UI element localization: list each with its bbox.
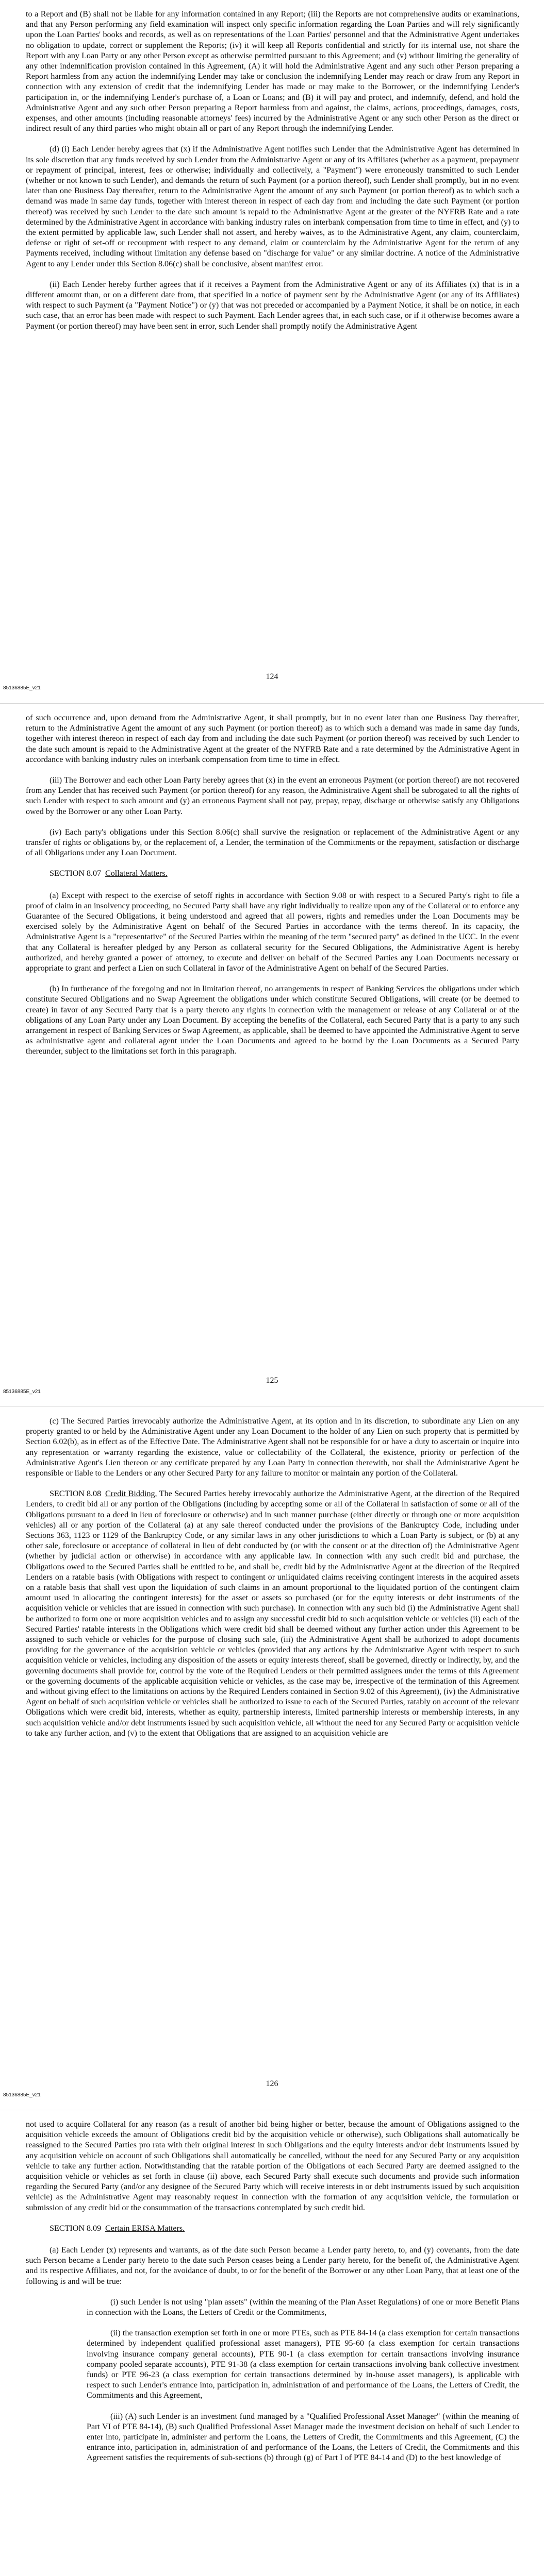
section-number: SECTION 8.07 <box>50 869 102 878</box>
document-page <box>0 703 544 1406</box>
list-item: (ii) the transaction exemption set forth in one or more PTEs, such as PTE 84-14 (a class exemption for certain transactions determined by independent qualified professional asset managers), PTE 95-60 (a class exemption for certain transactions involving insurance company general accounts), PTE 90-1 (a class exemption for certain transactions involving insurance company pooled separate accounts), PTE 91-38 (a class exemption for certain transactions involving bank collective investment funds) or PTE 96-23 (a class exemption for certain transactions determined by in-house asset managers), is applicable with respect to such Lender's entrance into, participation in, administration of and performance of the Loans, the Letters of Credit, the Commitments and this Agreement, <box>87 2329 519 2400</box>
section-text: The Secured Parties hereby irrevocably authorize the Administrative Agent, at the direction of the Required Lenders, to credit bid all or any portion of the Obligations (including by accepting some or all of the Collateral in satisfaction of some or all of the Obligations pursuant to a deed in lieu of foreclosure or otherwise) and in such manner purchase (either directly or through one or more acquisition vehicles) all or any portion of the Collateral (a) at any sale thereof conducted under the provisions of the Bankruptcy Code, including under Sections 363, 1123 or 1129 of the Bankruptcy Code, or any similar laws in any other jurisdictions to which a Loan Party is subject, or (b) at any other sale, foreclosure or acceptance of collateral in lieu of debt conducted by (or with the consent or at the direction of) the Administrative Agent (whether by judicial action or otherwise) in accordance with any applicable law. In connection with any such credit bid and purchase, the Obligations owed to the Secured Parties shall be entitled to be, and shall be, credit bid by the Administrative Agent at the direction of the Required Lenders on a ratable basis (with Obligations with respect to contingent or unliquidated claims receiving contingent interests in the acquired assets on a ratable basis that shall vest upon the liquidation of such claims in an amount proportional to the liquidated portion of the contingent claim amount used in allocating the contingent interests) for the asset or assets so purchased (or for the equity interests or debt instruments of the acquisition vehicle or vehicles that are issued in connection with such purchase). In connection with any such bid (i) the Administrative Agent shall be authorized to form one or more acquisition vehicles and to assign any successful credit bid to such acquisition vehicle or vehicles (ii) each of the Secured Parties' ratable interests in the Obligations which were credit bid shall be deemed without any further action under this Agreement to be assigned to such vehicle or vehicles for the purpose of closing such sale, (iii) the Administrative Agent shall be authorized to adopt documents providing for the governance of the acquisition vehicle or vehicles (provided that any actions by the Administrative Agent with respect to such acquisition vehicle or vehicles, including any disposition of the assets or equity interests thereof, shall be governed, directly or indirectly, by, and the governing documents shall provide for, control by the vote of the Required Lenders or their permitted assignees under the terms of this Agreement or the governing documents of the applicable acquisition vehicle or vehicles, as the case may be, irrespective of the termination of this Agreement and without giving effect to the limitations on actions by the Required Lenders contained in Section 9.02 of this Agreement), (iv) the Administrative Agent on behalf of such acquisition vehicle or vehicles shall be authorized to issue to each of the Secured Parties, ratably on account of the relevant Obligations which were credit bid, interests, whether as equity, partnership interests, limited partnership interests or membership interests, in any such acquisition vehicle and/or debt instruments issued by such acquisition vehicle, all without the need for any Secured Party or acquisition vehicle to take any further action, and (v) to the extent that Obligations that are assigned to an acquisition vehicle are <box>26 1489 520 1738</box>
document-page <box>0 2110 544 2576</box>
section-title: Credit Bidding. <box>105 1489 157 1499</box>
paragraph: of such occurrence and, upon demand from the Administrative Agent, it shall promptly, but in no event later than one Business Day thereafter, return to the Administrative Agent the amount of any such Payment (or portion thereof) as to which such a demand was made in same day funds, together with interest thereon in respect of each day from and including the date such Payment (or portion thereof) was received by such Lender to the date such amount is repaid to the Administrative Agent at the greater of the NYFRB Rate and a rate determined by the Administrative Agent in accordance with banking industry rules on interbank compensation from time to time in effect. <box>26 714 519 764</box>
paragraph: (d) (i) Each Lender hereby agrees that (x) if the Administrative Agent notifies such Lender that the Administrative Agent has determined in its sole discretion that any funds received by such Lender from the Administrative Agent or any of its Affiliates (whether as a payment, prepayment or repayment of principal, interest, fees or otherwise; individually and collectively, a "Payment") were erroneously transmitted to such Lender (whether or not known to such Lender), and demands the return of such Payment (or a portion thereof), such Lender shall promptly, but in no event later than one Business Day thereafter, return to the Administrative Agent the amount of any such Payment (or portion thereof) as to which such a demand was made in same day funds, together with interest thereon in respect of each day from and including the date such Payment (or portion thereof) was received by such Lender to the date such amount is repaid to the Administrative Agent at the greater of the NYFRB Rate and a rate determined by the Administrative Agent in accordance with banking industry rules on interbank compensation from time to time in effect, and (y) to the extent permitted by applicable law, such Lender shall not assert, and hereby waives, as to the Administrative Agent, any claim, counterclaim, defense or right of set-off or recoupment with respect to any demand, claim or counterclaim by the Administrative Agent for the return of any Payments received, including without limitation any defense based on "discharge for value" or any similar doctrine. A notice of the Administrative Agent to any Lender under this Section 8.06(c) shall be conclusive, absent manifest error. <box>26 145 519 268</box>
document-id: 85136885E_v21 <box>3 1389 41 1395</box>
paragraph: (a) Each Lender (x) represents and warrants, as of the date such Person became a Lender party hereto, to, and (y) covenants, from the date such Person became a Lender party hereto to the date such Person ceases being a Lender party hereto, for the benefit of, the Administrative Agent and its respective Affiliates, and not, for the avoidance of doubt, to or for the benefit of the Borrower or any other Loan Party, that at least one of the following is and will be true: <box>26 2246 519 2286</box>
paragraph: (ii) Each Lender hereby further agrees that if it receives a Payment from the Administrative Agent or any of its Affiliates (x) that is in a different amount than, or on a different date from, that specified in a notice of payment sent by the Administrative Agent (or any of its Affiliates) with respect to such Payment (a "Payment Notice") or (y) that was not preceded or accompanied by a Payment Notice, it shall be on notice, in each such case, that an error has been made with respect to such Payment. Each Lender agrees that, in each such case, or if it otherwise becomes aware a Payment (or portion thereof) may have been sent in error, such Lender shall promptly notify the Administrative Agent <box>26 280 519 331</box>
page-number: 124 <box>266 672 278 681</box>
paragraph: (iii) The Borrower and each other Loan Party hereby agrees that (x) in the event an erroneous Payment (or portion thereof) are not recovered from any Lender that has received such Payment (or portion thereof) for any reason, the Administrative Agent shall be subrogated to all the rights of such Lender with respect to such amount and (y) an erroneous Payment shall not pay, prepay, repay, discharge or otherwise satisfy any Obligations owed by the Borrower or any other Loan Party. <box>26 776 519 816</box>
section-heading <box>26 2224 519 2234</box>
paragraph: to a Report and (B) shall not be liable for any information contained in any Report; (iii) the Reports are not comprehensive audits or examinations, and that any Person performing any field examination will inspect only specific information regarding the Loan Parties and will rely significantly upon the Loan Parties' books and records, as well as on representations of the Loan Parties' personnel and that the Administrative Agent undertakes no obligation to update, correct or supplement the Reports; (iv) it will keep all Reports confidential and strictly for its internal use, not share the Report with any Loan Party or any other Person except as otherwise permitted pursuant to this Agreement; and (v) without limiting the generality of any other indemnification provision contained in this Agreement, (A) it will hold the Administrative Agent and any such other Person preparing a Report harmless from any action the indemnifying Lender may take or conclusion the indemnifying Lender may reach or draw from any Report in connection with any extension of credit that the indemnifying Lender has made or may make to the Borrower, or the indemnifying Lender's participation in, or the indemnifying Lender's purchase of, a Loan or Loans; and (B) it will pay and protect, and indemnify, defend, and hold the Administrative Agent and any such other Person preparing a Report harmless from and against, the claims, actions, proceedings, damages, costs, expenses, and other amounts (including reasonable attorneys' fees) incurred by the Administrative Agent or any such other Person as the direct or indirect result of any third parties who might obtain all or part of any Report through the indemnifying Lender. <box>26 10 519 133</box>
section-number: SECTION 8.08 <box>50 1489 102 1499</box>
paragraph: (b) In furtherance of the foregoing and not in limitation thereof, no arrangements in respect of Banking Services the obligations under which constitute Secured Obligations and no Swap Agreement the obligations under which constitute Secured Obligations, will create (or be deemed to create) in favor of any Secured Party that is a party thereto any rights in connection with the management or release of any Collateral or of the obligations of any Loan Party under any Loan Document. By accepting the benefits of the Collateral, each Secured Party that is a party to any such arrangement in respect of Banking Services or Swap Agreement, as applicable, shall be deemed to have appointed the Administrative Agent to serve as administrative agent and collateral agent under the Loan Documents and agreed to be bound by the Loan Documents as a Secured Party thereunder, subject to the limitations set forth in this paragraph. <box>26 985 519 1056</box>
paragraph: not used to acquire Collateral for any reason (as a result of another bid being higher or better, because the amount of Obligations assigned to the acquisition vehicle exceeds the amount of Obligations credit bid by the acquisition vehicle or otherwise), such Obligations shall automatically be reassigned to the Secured Parties pro rata with their original interest in such Obligations and the equity interests and/or debt instruments issued by any acquisition vehicle on account of such Obligations shall automatically be cancelled, without the need for any Secured Party or any acquisition vehicle to take any further action. Notwithstanding that the ratable portion of the Obligations of each Secured Party are deemed assigned to the acquisition vehicle or vehicles as set forth in clause (ii) above, each Secured Party shall execute such documents and provide such information regarding the Secured Party (and/or any designee of the Secured Party which will receive interests in or debt instruments issued by such acquisition vehicle) as the Administrative Agent may reasonably request in connection with the formation of any acquisition vehicle, the formulation or submission of any credit bid or the consummation of the transactions contemplated by such credit bid. <box>26 2120 519 2212</box>
document-id: 85136885E_v21 <box>3 2092 41 2098</box>
document-id: 85136885E_v21 <box>3 685 41 691</box>
section-title: Collateral Matters. <box>105 869 168 878</box>
paragraph: (a) Except with respect to the exercise of setoff rights in accordance with Section 9.08 or with respect to a Secured Party's right to file a proof of claim in an insolvency proceeding, no Secured Party shall have any right individually to realize upon any of the Collateral or to enforce any Guarantee of the Secured Obligations, it being understood and agreed that all powers, rights and remedies under the Loan Documents may be exercised solely by the Administrative Agent on behalf of the Secured Parties in accordance with the terms thereof. In its capacity, the Administrative Agent is a "representative" of the Secured Parties within the meaning of the term "secured party" as defined in the UCC. In the event that any Collateral is hereafter pledged by any Person as collateral security for the Secured Obligations, the Administrative Agent is hereby authorized, and hereby granted a power of attorney, to execute and deliver on behalf of the Secured Parties any Loan Documents necessary or appropriate to grant and perfect a Lien on such Collateral in favor of the Administrative Agent on behalf of the Secured Parties. <box>26 891 519 973</box>
page-number: 126 <box>266 2079 278 2088</box>
list-item: (iii) (A) such Lender is an investment fund managed by a "Qualified Professional Asset Manager" (within the meaning of Part VI of PTE 84-14), (B) such Qualified Professional Asset Manager made the investment decision on behalf of such Lender to enter into, participate in, administer and perform the Loans, the Letters of Credit, the Commitments and this Agreement, (C) the entrance into, participation in, administration of and performance of the Loans, the Letters of Credit, the Commitments and this Agreement satisfies the requirements of sub-sections (b) through (g) of Part I of PTE 84-14 and (D) to the best knowledge of <box>87 2412 519 2463</box>
section-title: Certain ERISA Matters. <box>105 2224 185 2233</box>
section-heading <box>26 869 519 879</box>
paragraph: (iv) Each party's obligations under this Section 8.06(c) shall survive the resignation or replacement of the Administrative Agent or any transfer of rights or obligations by, or the replacement of, a Lender, the termination of the Commitments or the repayment, satisfaction or discharge of all Obligations under any Loan Document. <box>26 827 519 858</box>
document-page <box>0 1406 544 2110</box>
document-page <box>0 0 544 703</box>
section-number: SECTION 8.09 <box>50 2224 102 2233</box>
paragraph: (c) The Secured Parties irrevocably authorize the Administrative Agent, at its option and in its discretion, to subordinate any Lien on any property granted to or held by the Administrative Agent under any Loan Document to the holder of any Lien on such property that is permitted by Section 6.02(b), as in effect as of the Effective Date. The Administrative Agent shall not be responsible for or have a duty to ascertain or inquire into any representation or warranty regarding the existence, value or collectability of the Collateral, the existence, priority or perfection of the Administrative Agent's Lien thereon or any certificate prepared by any Loan Party in connection therewith, nor shall the Administrative Agent be responsible or liable to the Lenders or any other Secured Party for any failure to monitor or maintain any portion of the Collateral. <box>26 1417 519 1478</box>
list-item: (i) such Lender is not using "plan assets" (within the meaning of the Plan Asset Regulations) of one or more Benefit Plans in connection with the Loans, the Letters of Credit or the Commitments, <box>87 2297 519 2317</box>
page-number: 125 <box>266 1376 278 1385</box>
section-paragraph <box>26 1489 519 1739</box>
